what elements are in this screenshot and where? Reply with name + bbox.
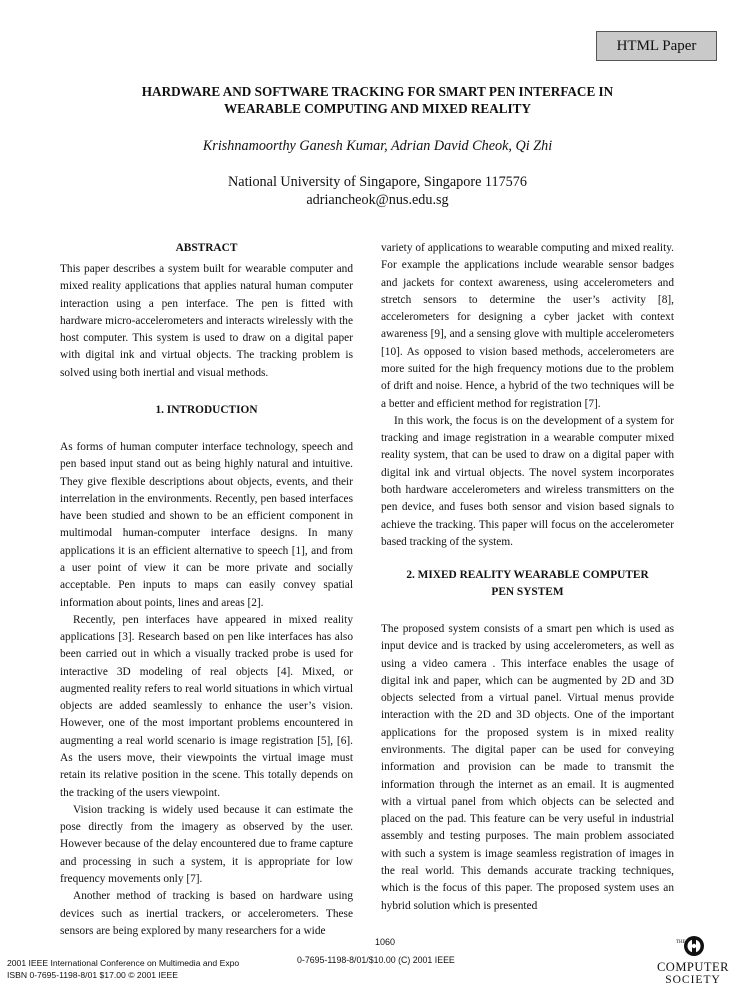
- right-column: [381, 240, 674, 915]
- intro-paragraph-2: Recently, pen interfaces have appeared in mixed reality applications [3]. Research based on pen like interfaces has also been carried out in which a visually tracked probe is used for interactive 3D modeling of real objects [4]. Mixed, or augmented reality refers to real world situations in which virtual objects are added seamlessly to enhance the user’s vision. However, one of the most important problems encountered in augmenting a real world scenario is image registration [5], [6]. As the users move, their viewpoints the virtual image must retain its relative position in the scene. This totally depends on the tracking of the users viewpoint.: [60, 613, 353, 799]
- section-2-heading-line-1: 2. MIXED REALITY WEARABLE COMPUTER: [406, 569, 649, 582]
- section-2-heading: [381, 567, 674, 601]
- logo-the: THE: [676, 940, 686, 945]
- html-paper-badge: HTML Paper: [596, 31, 717, 61]
- intro-paragraph-3: Vision tracking is widely used because it can estimate the pose directly from the imagery as observed by the user. However because of the delay encountered due to frame capture and processing in such a system, it is appropriate for low frequency movements only [7].: [60, 803, 353, 885]
- issn-line: 0-7695-1198-8/01/$10.00 (C) 2001 IEEE: [297, 955, 455, 965]
- right-paragraph-2: In this work, the focus is on the development of a system for tracking and image registration in a wearable computer mixed reality system, that can be used to draw on a digital paper with digital ink and virtual objects. The novel system incorporates both hardware accelerometers and wireless transmitters on the pen device, and fuses both sensor and vision based signals to achieve the tracking. This paper will focus on the accelerometer based tracking of the system.: [381, 414, 674, 548]
- affiliation: National University of Singapore, Singapore 117576: [228, 174, 527, 190]
- page-number: 1060: [374, 937, 396, 947]
- abstract-text: This paper describes a system built for wearable computer and mixed reality applications that applies natural human computer interaction using a pen interface. The pen is fitted with hardware micro-accelerometers and interacts wirelessly with the host computer. This system is used to draw on a digital paper with digital ink and virtual objects. The tracking problem is solved using both inertial and visual methods.: [60, 263, 353, 379]
- logo-computer: COMPUTER: [656, 960, 730, 974]
- intro-paragraph-1: As forms of human computer interface technology, speech and pen based input stand out as being highly natural and intuitive. They give flexible descriptions about objects, events, and their interrelation in the environments. Recently, pen based interfaces have been studied and shown to be an efficient component in multimodal human-computer interface designs. In many applications it is an efficient alternative to speech [1], and from a user point of view it can be more private and socially acceptable. Pen inputs to maps can easily convey spatial information about points, lines and areas [2].: [60, 440, 353, 609]
- section-2-heading-line-2: PEN SYSTEM: [491, 586, 564, 599]
- email: adriancheok@nus.edu.sg: [306, 192, 449, 208]
- abstract-heading: ABSTRACT: [175, 242, 238, 254]
- section-2-paragraph: The proposed system consists of a smart pen which is used as input device and is tracked by using accelerometers, as well as using a video camera . This interface enables the usage of digital ink and paper, which can be augmented by 2D and 3D objects selected from a virtual panel. Virtual menus provide interaction with the 2D and 3D objects. One of the important applications for the proposed system is in mixed reality environments. The digital paper can be used for conveying information and provision can be made to transmit the information through the internet as an email. It is augmented with a virtual panel from which objects can be selected and placed on the pad. This feature can be very useful in industrial assembly and testing purposes. The main problem associated with such a system is image seamless registration of images in the real world. This demands accurate tracking techniques, which is the focus of this paper. The proposed system uses an hybrid solution which is presented: [381, 623, 674, 912]
- introduction-heading: 1. INTRODUCTION: [155, 403, 258, 416]
- affiliation-block: [60, 173, 695, 209]
- conference-name: 2001 IEEE International Conference on Multimedia and Expo: [7, 958, 240, 968]
- paper-title: [60, 83, 695, 117]
- authors: Krishnamoorthy Ganesh Kumar, Adrian David Cheok, Qi Zhi: [202, 138, 553, 154]
- intro-paragraph-4: Another method of tracking is based on hardware using devices such as inertial trackers, or accelerometers. These sensors are being explored by many researchers for a wide: [60, 890, 353, 937]
- logo-society: SOCIETY: [665, 974, 721, 986]
- title-line-2: WEARABLE COMPUTING AND MIXED REALITY: [223, 101, 531, 116]
- conference-info: [7, 957, 239, 981]
- computer-society-logo: [648, 935, 738, 997]
- computer-society-emblem-icon: [683, 935, 705, 957]
- right-paragraph-1: variety of applications to wearable computing and mixed reality. For example the applications include wearable sensor badges and jackets for context awareness, using accelerometers and stretch sensors to determine the user’s activity [8], accelerometers for designing a cyber jacket with context awareness [9], and a sensing glove with multiple accelerometers [10]. As opposed to vision based methods, accelerometers are more suited for the high frequency motions due to the problem of drift and noise. Hence, a hybrid of the two techniques will be a better and efficient method for registration [7].: [381, 242, 674, 410]
- left-column: [60, 240, 353, 940]
- title-line-1: HARDWARE AND SOFTWARE TRACKING FOR SMART PEN INTERFACE IN: [141, 84, 614, 99]
- isbn: ISBN 0-7695-1198-8/01 $17.00 © 2001 IEEE: [7, 970, 179, 980]
